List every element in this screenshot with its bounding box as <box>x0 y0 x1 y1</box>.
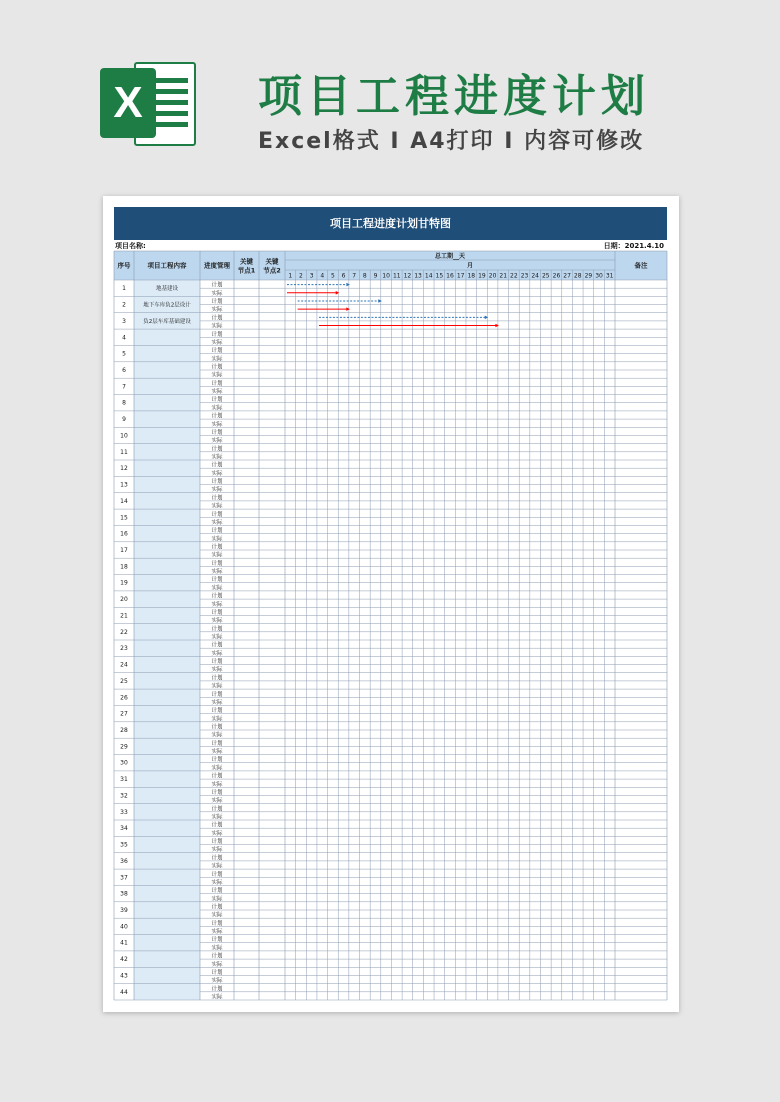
row-number: 13 <box>120 481 128 489</box>
plan-label: 计划 <box>211 773 223 780</box>
header-progress: 进度管理 <box>204 261 230 270</box>
actual-label: 实际 <box>211 323 223 330</box>
actual-label: 实际 <box>211 749 223 756</box>
actual-label: 实际 <box>211 405 223 412</box>
plan-label: 计划 <box>211 789 223 796</box>
actual-label: 实际 <box>211 961 223 968</box>
plan-label: 计划 <box>211 969 223 976</box>
day-number-7: 7 <box>352 272 357 280</box>
day-number-25: 25 <box>541 272 550 280</box>
day-number-10: 10 <box>382 272 390 280</box>
actual-label: 实际 <box>211 912 223 919</box>
header-key-node-1-line1: 关键 <box>240 257 253 266</box>
plan-label: 计划 <box>211 724 223 731</box>
row-number: 26 <box>120 694 128 702</box>
actual-label: 实际 <box>211 896 223 903</box>
header-remarks: 备注 <box>634 261 648 270</box>
plan-bar-arrow <box>346 283 350 287</box>
plan-label: 计划 <box>211 577 223 584</box>
actual-label: 实际 <box>211 372 223 379</box>
row-number: 12 <box>120 465 128 473</box>
day-number-23: 23 <box>520 272 529 280</box>
row-number: 29 <box>120 743 128 751</box>
row-number: 38 <box>120 890 128 898</box>
plan-label: 计划 <box>211 380 223 387</box>
plan-label: 计划 <box>211 282 223 289</box>
actual-label: 实际 <box>211 569 223 576</box>
row-number: 27 <box>120 710 128 718</box>
plan-bar-arrow <box>485 316 489 320</box>
day-number-19: 19 <box>478 272 486 280</box>
header-key-node-2-line2: 节点2 <box>263 266 281 275</box>
row-number: 1 <box>122 285 126 293</box>
actual-label: 实际 <box>211 699 223 706</box>
plan-label: 计划 <box>211 511 223 518</box>
row-number: 41 <box>120 939 128 947</box>
row-number: 10 <box>120 432 128 440</box>
actual-label: 实际 <box>211 929 223 936</box>
plan-label: 计划 <box>211 937 223 944</box>
day-number-12: 12 <box>403 272 412 280</box>
row-number: 6 <box>122 367 126 374</box>
plan-label: 计划 <box>211 757 223 764</box>
day-number-24: 24 <box>531 272 539 280</box>
row-number: 42 <box>120 956 128 964</box>
row-number: 9 <box>122 416 126 424</box>
actual-label: 实际 <box>211 634 223 641</box>
row-number: 8 <box>122 399 126 407</box>
row-number: 19 <box>120 579 128 587</box>
plan-label: 计划 <box>211 659 223 666</box>
day-number-20: 20 <box>488 272 497 280</box>
row-number: 14 <box>120 497 128 505</box>
day-number-28: 28 <box>573 272 582 280</box>
actual-label: 实际 <box>211 438 223 445</box>
day-number-9: 9 <box>373 272 378 280</box>
actual-label: 实际 <box>211 945 223 952</box>
plan-label: 计划 <box>211 364 223 371</box>
plan-label: 计划 <box>211 871 223 878</box>
plan-label: 计划 <box>211 593 223 600</box>
day-number-22: 22 <box>510 272 518 280</box>
plan-label: 计划 <box>211 691 223 698</box>
plan-label: 计划 <box>211 560 223 567</box>
row-number: 2 <box>122 301 126 309</box>
actual-label: 实际 <box>211 683 223 690</box>
plan-label: 计划 <box>211 479 223 486</box>
actual-label: 实际 <box>211 389 223 396</box>
plan-label: 计划 <box>211 675 223 682</box>
actual-label: 实际 <box>211 356 223 363</box>
actual-label: 实际 <box>211 454 223 461</box>
row-number: 39 <box>120 907 128 914</box>
row-number: 35 <box>120 841 128 849</box>
row-number: 32 <box>120 792 128 800</box>
plan-label: 计划 <box>211 315 223 322</box>
row-number: 44 <box>120 988 128 996</box>
plan-label: 计划 <box>211 626 223 633</box>
row-number: 31 <box>120 776 128 784</box>
actual-label: 实际 <box>211 421 223 428</box>
plan-label: 计划 <box>211 888 223 895</box>
row-number: 25 <box>120 677 128 685</box>
plan-label: 计划 <box>211 528 223 535</box>
day-number-14: 14 <box>424 272 433 280</box>
actual-bar-arrow <box>336 291 340 295</box>
plan-label: 计划 <box>211 822 223 829</box>
page-title: 项目工程进度计划 <box>258 71 650 122</box>
actual-label: 实际 <box>211 618 223 625</box>
day-number-18: 18 <box>467 272 476 280</box>
row-number: 7 <box>122 383 126 391</box>
plan-bar-arrow <box>378 299 382 303</box>
plan-label: 计划 <box>211 920 223 927</box>
row-number: 36 <box>120 857 128 865</box>
row-number: 22 <box>120 628 128 636</box>
plan-label: 计划 <box>211 609 223 616</box>
plan-label: 计划 <box>211 397 223 404</box>
actual-label: 实际 <box>211 765 223 772</box>
actual-label: 实际 <box>211 487 223 494</box>
row-number: 37 <box>120 874 128 882</box>
plan-label: 计划 <box>211 806 223 813</box>
plan-label: 计划 <box>211 299 223 306</box>
row-number: 17 <box>120 547 128 554</box>
day-number-31: 31 <box>605 272 614 280</box>
row-number: 43 <box>120 972 128 980</box>
plan-label: 计划 <box>211 986 223 993</box>
plan-label: 计划 <box>211 348 223 355</box>
day-number-13: 13 <box>414 272 422 280</box>
row-number: 3 <box>122 317 126 325</box>
actual-bar-arrow <box>495 324 499 328</box>
actual-label: 实际 <box>211 879 223 886</box>
page-subtitle: Excel格式 I A4打印 I 内容可修改 <box>258 129 645 154</box>
task-name: 负2层车库基础建设 <box>143 318 191 325</box>
day-number-4: 4 <box>320 272 325 280</box>
date-label: 日期：2021.4.10 <box>603 242 664 250</box>
row-number: 15 <box>120 514 128 522</box>
header-month: 月 <box>466 262 474 270</box>
actual-label: 实际 <box>211 667 223 674</box>
actual-label: 实际 <box>211 716 223 723</box>
row-number: 40 <box>120 923 128 931</box>
plan-label: 计划 <box>211 446 223 453</box>
day-number-30: 30 <box>595 272 603 280</box>
row-number: 28 <box>120 727 128 734</box>
project-name-label: 项目名称: <box>115 242 146 250</box>
actual-label: 实际 <box>211 798 223 805</box>
plan-label: 计划 <box>211 839 223 846</box>
day-number-27: 27 <box>563 272 571 280</box>
row-number: 18 <box>120 563 128 571</box>
excel-logo-letter: X <box>100 68 156 138</box>
actual-label: 实际 <box>211 978 223 985</box>
plan-label: 计划 <box>211 429 223 436</box>
row-number: 23 <box>120 645 128 653</box>
row-number: 30 <box>120 759 128 767</box>
actual-label: 实际 <box>211 994 223 1001</box>
actual-label: 实际 <box>211 732 223 739</box>
row-number: 4 <box>122 334 126 342</box>
day-number-21: 21 <box>499 272 508 280</box>
plan-label: 计划 <box>211 953 223 960</box>
day-number-5: 5 <box>330 272 335 280</box>
actual-label: 实际 <box>211 650 223 657</box>
day-number-3: 3 <box>309 272 314 280</box>
actual-label: 实际 <box>211 814 223 821</box>
row-number: 33 <box>120 808 128 816</box>
day-number-15: 15 <box>435 272 444 280</box>
actual-label: 实际 <box>211 585 223 592</box>
task-name: 地下车库负2层设计 <box>143 302 191 309</box>
plan-label: 计划 <box>211 708 223 715</box>
actual-label: 实际 <box>211 830 223 837</box>
day-number-16: 16 <box>446 272 454 280</box>
row-number: 20 <box>120 596 128 604</box>
actual-label: 实际 <box>211 863 223 870</box>
day-number-29: 29 <box>584 272 593 280</box>
plan-label: 计划 <box>211 413 223 420</box>
day-number-11: 11 <box>392 272 401 280</box>
actual-label: 实际 <box>211 290 223 297</box>
plan-label: 计划 <box>211 904 223 911</box>
day-number-2: 2 <box>299 272 303 280</box>
sheet-banner-title: 项目工程进度计划甘特图 <box>114 207 667 240</box>
actual-label: 实际 <box>211 601 223 608</box>
row-number: 16 <box>120 530 128 538</box>
header-total-duration: 总工期__天 <box>434 253 466 260</box>
header-key-node-2-line1: 关键 <box>265 257 279 266</box>
row-number: 24 <box>120 661 128 669</box>
plan-label: 计划 <box>211 462 223 469</box>
actual-label: 实际 <box>211 503 223 510</box>
actual-label: 实际 <box>211 307 223 314</box>
row-number: 11 <box>120 448 128 456</box>
day-number-17: 17 <box>456 272 465 280</box>
actual-label: 实际 <box>211 552 223 559</box>
actual-label: 实际 <box>211 470 223 477</box>
day-number-8: 8 <box>362 272 367 280</box>
actual-label: 实际 <box>211 847 223 854</box>
actual-label: 实际 <box>211 519 223 526</box>
task-name: 地基建设 <box>155 286 179 293</box>
row-number: 21 <box>120 612 128 620</box>
actual-label: 实际 <box>211 781 223 788</box>
plan-label: 计划 <box>211 544 223 551</box>
header-no: 序号 <box>117 261 131 270</box>
plan-label: 计划 <box>211 642 223 649</box>
plan-label: 计划 <box>211 331 223 338</box>
plan-label: 计划 <box>211 740 223 747</box>
plan-label: 计划 <box>211 855 223 862</box>
day-number-6: 6 <box>341 272 346 280</box>
actual-bar-arrow <box>346 307 350 311</box>
day-number-1: 1 <box>288 272 293 280</box>
header-key-node-1-line2: 节点1 <box>237 266 256 275</box>
actual-label: 实际 <box>211 536 223 543</box>
plan-label: 计划 <box>211 495 223 502</box>
row-number: 34 <box>120 825 128 833</box>
day-number-26: 26 <box>552 272 561 280</box>
header-content: 项目工程内容 <box>147 261 187 270</box>
actual-label: 实际 <box>211 339 223 346</box>
row-number: 5 <box>122 350 126 358</box>
